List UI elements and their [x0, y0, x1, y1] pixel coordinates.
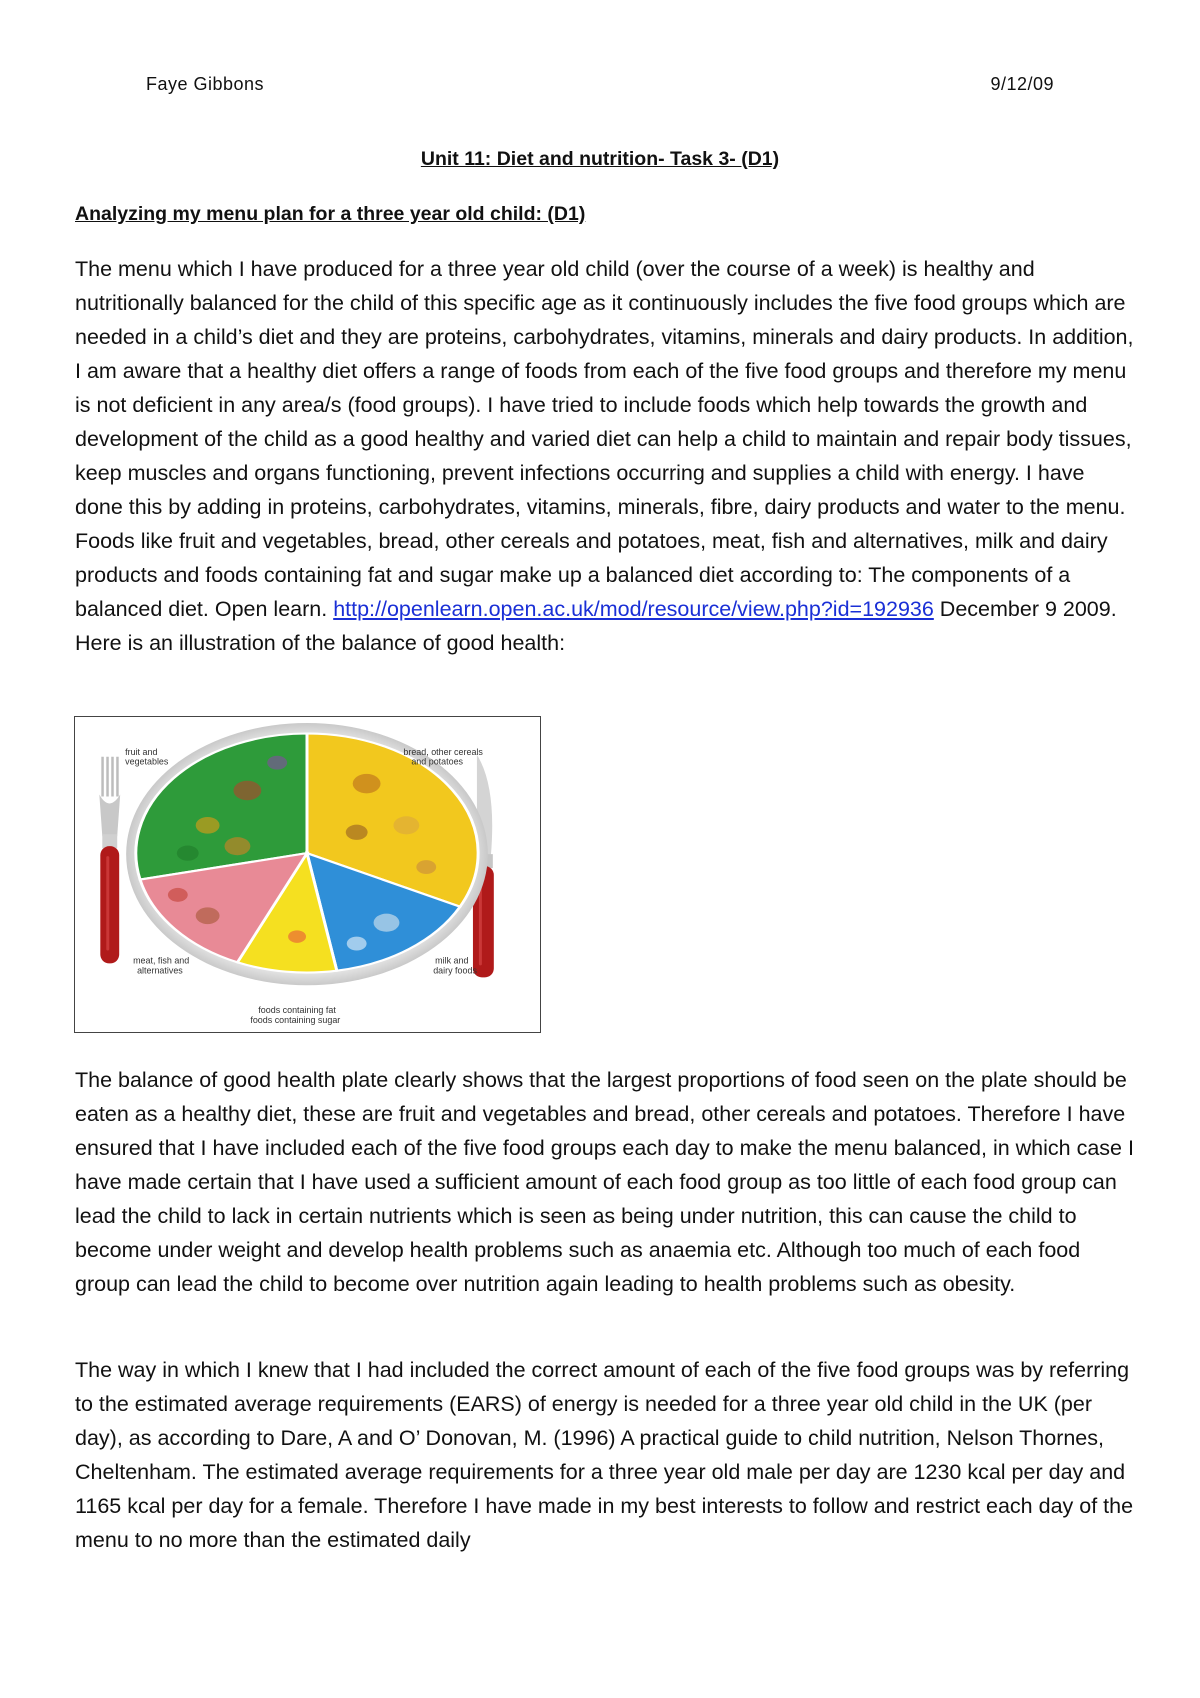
label-fruit-veg-2: vegetables: [125, 756, 169, 767]
fork-icon: [99, 757, 120, 964]
section-heading: Analyzing my menu plan for a three year old child: (D1): [75, 203, 586, 225]
label-milk-2: dairy foods: [433, 965, 477, 976]
plate-illustration: [75, 717, 540, 1032]
paragraph-intro-text-end: December 9 2009. Here is an illustration of the balance of good health:: [75, 597, 1117, 655]
label-meat-2: alternatives: [137, 965, 183, 976]
openlearn-link[interactable]: http://openlearn.open.ac.uk/mod/resource/view.php?id=192936: [333, 597, 934, 621]
label-bread-2: and potatoes: [411, 756, 464, 767]
balance-of-good-health-image: [74, 716, 541, 1033]
label-fruit-veg-1: fruit and: [125, 746, 158, 757]
paragraph-intro: [75, 252, 1135, 660]
document-date: 9/12/09: [990, 74, 1054, 94]
paragraph-energy-requirements: The way in which I knew that I had included the correct amount of each of the five food groups was by referring to the estimated average requirements (EARS) of energy is needed for a three year old child in the UK (per day), as according to Dare, A and O’ Donovan, M. (1996) A practical guide to child nutrition, Nelson Thornes, Cheltenham. The estimated average requirements for a three year old male per day are 1230 kcal per day and 1165 kcal per day for a female. Therefore I have made in my best interests to follow and restrict each day of the menu to no more than the estimated daily: [75, 1358, 1134, 1552]
paragraph-plate-explanation: The balance of good health plate clearly shows that the largest proportions of food seen on the plate should be eaten as a healthy diet, these are fruit and vegetables and bread, other cereals and potatoes. Therefore I have ensured that I have included each of the five food groups each day to make the menu balanced, in which case I have made certain that I have used a sufficient amount of each food group as too little of each food group can lead the child to lack in certain nutrients which is seen as being under nutrition, this can cause the child to become under weight and develop health problems such as anaemia etc. Although too much of each food group can lead the child to become over nutrition again leading to health problems such as obesity.: [75, 1068, 1134, 1296]
label-fat-sugar-2: foods containing sugar: [250, 1015, 341, 1026]
label-meat-1: meat, fish and: [133, 955, 190, 966]
label-milk-1: milk and: [435, 955, 469, 966]
author-name: Faye Gibbons: [146, 74, 265, 94]
label-fat-sugar-1: foods containing fat: [258, 1005, 336, 1016]
label-bread-1: bread, other cereals: [403, 746, 483, 757]
plate-segments: [136, 733, 478, 972]
document-title: Unit 11: Diet and nutrition- Task 3- (D1): [420, 148, 780, 170]
paragraph-intro-text: The menu which I have produced for a three year old child (over the course of a week) is healthy and nutritionally balanced for the child of this specific age as it continuously includes the five food groups which are needed in a child’s diet and they are proteins, carbohydrates, vitamins, minerals and dairy products. In addition, I am aware that a healthy diet offers a range of foods from each of the five food groups and therefore my menu is not deficient in any area/s (food groups). I have tried to include foods which help towards the growth and development of the child as a good healthy and varied diet can help a child to maintain and repair body tissues, keep muscles and organs functioning, prevent infections occurring and supplies a child with energy. I have done this by adding in proteins, carbohydrates, vitamins, minerals, fibre, dairy products and water to the menu. Foods like fruit and vegetables, bread, other cereals and potatoes, meat, fish and alternatives, milk and dairy products and foods containing fat and sugar make up a balanced diet according to: The components of a balanced diet. Open learn.: [75, 257, 1134, 621]
